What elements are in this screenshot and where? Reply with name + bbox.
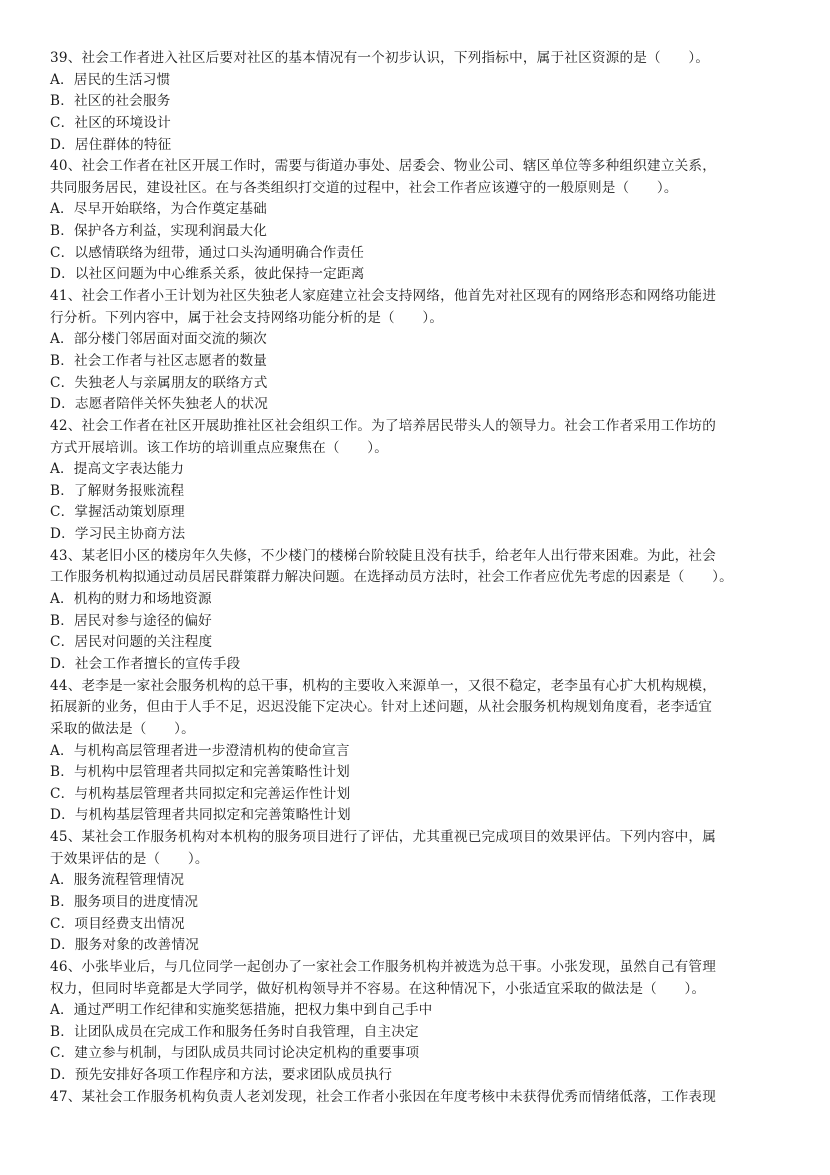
option-d: D．学习民主协商方法 (50, 526, 186, 543)
question-44 (50, 676, 790, 827)
option-a: A．通过严明工作纪律和实施奖惩措施，把权力集中到自己手中 (50, 1002, 433, 1019)
option-a: A．尽早开始联络，为合作奠定基础 (50, 201, 267, 218)
option-c: C．项目经费支出情况 (50, 915, 185, 932)
option-d: D．居住群体的特征 (50, 136, 172, 153)
option-c: C．失独老人与亲属朋友的联络方式 (50, 374, 268, 391)
question-stem: 41、社会工作者小王计划为社区失独老人家庭建立社会支持网络，他首先对社区现有的网络形态和网络功能进 (50, 288, 716, 305)
question-46 (50, 957, 790, 1087)
question-stem: 40、社会工作者在社区开展工作时，需要与街道办事处、居委会、物业公司、辖区单位等多种组织建立关系， (50, 158, 716, 175)
option-c: C．居民对问题的关注程度 (50, 634, 213, 651)
question-47 (50, 1087, 790, 1109)
question-stem: 拓展新的业务，但由于人手不足，迟迟没能下定决心。针对上述问题，从社会服务机构规划角度看，老李适宜 (50, 699, 713, 716)
question-stem: 方式开展培训。该工作坊的培训重点应聚焦在（ ）。 (50, 439, 389, 456)
option-b: B．社区的社会服务 (50, 93, 171, 110)
question-stem: 44、老李是一家社会服务机构的总干事，机构的主要收入来源单一，又很不稳定，老李虽有心扩大机构规模， (50, 677, 716, 694)
option-d: D．与机构基层管理者共同拟定和完善策略性计划 (50, 807, 351, 824)
option-c: C．建立参与机制，与团队成员共同讨论决定机构的重要事项 (50, 1045, 420, 1062)
question-stem: 采取的做法是（ ）。 (50, 720, 195, 737)
question-stem: 39、社会工作者进入社区后要对社区的基本情况有一个初步认识，下列指标中，属于社区资源的是（ ）。 (50, 50, 710, 66)
option-b: B．保护各方利益，实现利润最大化 (50, 223, 268, 240)
option-d: D．以社区问题为中心维系关系，彼此保持一定距离 (50, 266, 365, 283)
option-d: D．志愿者陪伴关怀失独老人的状况 (50, 396, 269, 413)
option-d: D．社会工作者擅长的宣传手段 (50, 655, 241, 672)
question-39 (50, 48, 790, 156)
question-stem: 于效果评估的是（ ）。 (50, 850, 209, 867)
question-stem: 42、社会工作者在社区开展助推社区社会组织工作。为了培养居民带头人的领导力。社会工作者采用工作坊的 (50, 417, 716, 434)
option-a: A．与机构高层管理者进一步澄清机构的使命宣言 (50, 742, 350, 759)
option-c: C．与机构基层管理者共同拟定和完善运作性计划 (50, 785, 351, 802)
question-stem: 工作服务机构拟通过动员居民群策群力解决问题。在选择动员方法时，社会工作者应优先考虑的因素是（ ）。 (50, 569, 733, 586)
question-42 (50, 416, 790, 546)
question-stem: 共同服务居民，建设社区。在与各类组织打交道的过程中，社会工作者应该遵守的一般原则是（ ）。 (50, 179, 678, 196)
question-41 (50, 286, 790, 416)
option-a: A．服务流程管理情况 (50, 872, 185, 889)
option-b: B．居民对参与途径的偏好 (50, 612, 212, 629)
option-c: C．以感情联络为纽带，通过口头沟通明确合作责任 (50, 244, 365, 261)
question-stem: 47、某社会工作服务机构负责人老刘发现，社会工作者小张因在年度考核中未获得优秀而情绪低落，工作表现 (50, 1088, 716, 1105)
question-stem: 权力，但同时毕竟都是大学同学，做好机构领导并不容易。在这种情况下，小张适宜采取的做法是（ ）。 (50, 980, 706, 997)
question-stem: 46、小张毕业后，与几位同学一起创办了一家社会工作服务机构并被选为总干事。小张发现，虽然自己有管理 (50, 958, 716, 975)
option-a: A．提高文字表达能力 (50, 461, 185, 478)
option-a: A．居民的生活习惯 (50, 71, 171, 88)
option-b: B．社会工作者与社区志愿者的数量 (50, 352, 268, 369)
exam-page (50, 48, 790, 1108)
option-b: B．了解财务报账流程 (50, 482, 185, 499)
option-d: D．服务对象的改善情况 (50, 937, 200, 954)
option-c: C．社区的环境设计 (50, 114, 171, 131)
option-d: D．预先安排好各项工作程序和方法，要求团队成员执行 (50, 1067, 393, 1084)
question-stem: 行分析。下列内容中，属于社会支持网络功能分析的是（ ）。 (50, 309, 444, 326)
question-43 (50, 546, 790, 676)
question-40 (50, 156, 790, 286)
option-b: B．与机构中层管理者共同拟定和完善策略性计划 (50, 764, 350, 781)
option-a: A．机构的财力和场地资源 (50, 591, 212, 608)
option-a: A．部分楼门邻居面对面交流的频次 (50, 331, 267, 348)
question-45 (50, 827, 790, 957)
question-stem: 43、某老旧小区的楼房年久失修，不少楼门的楼梯台阶较陡且没有扶手，给老年人出行带来困难。为此，社会 (50, 547, 716, 564)
option-b: B．服务项目的进度情况 (50, 893, 199, 910)
question-stem: 45、某社会工作服务机构对本机构的服务项目进行了评估，尤其重视已完成项目的效果评估。下列内容中，属 (50, 829, 716, 846)
option-b: B．让团队成员在完成工作和服务任务时自我管理，自主决定 (50, 1023, 419, 1040)
option-c: C．掌握活动策划原理 (50, 504, 185, 521)
